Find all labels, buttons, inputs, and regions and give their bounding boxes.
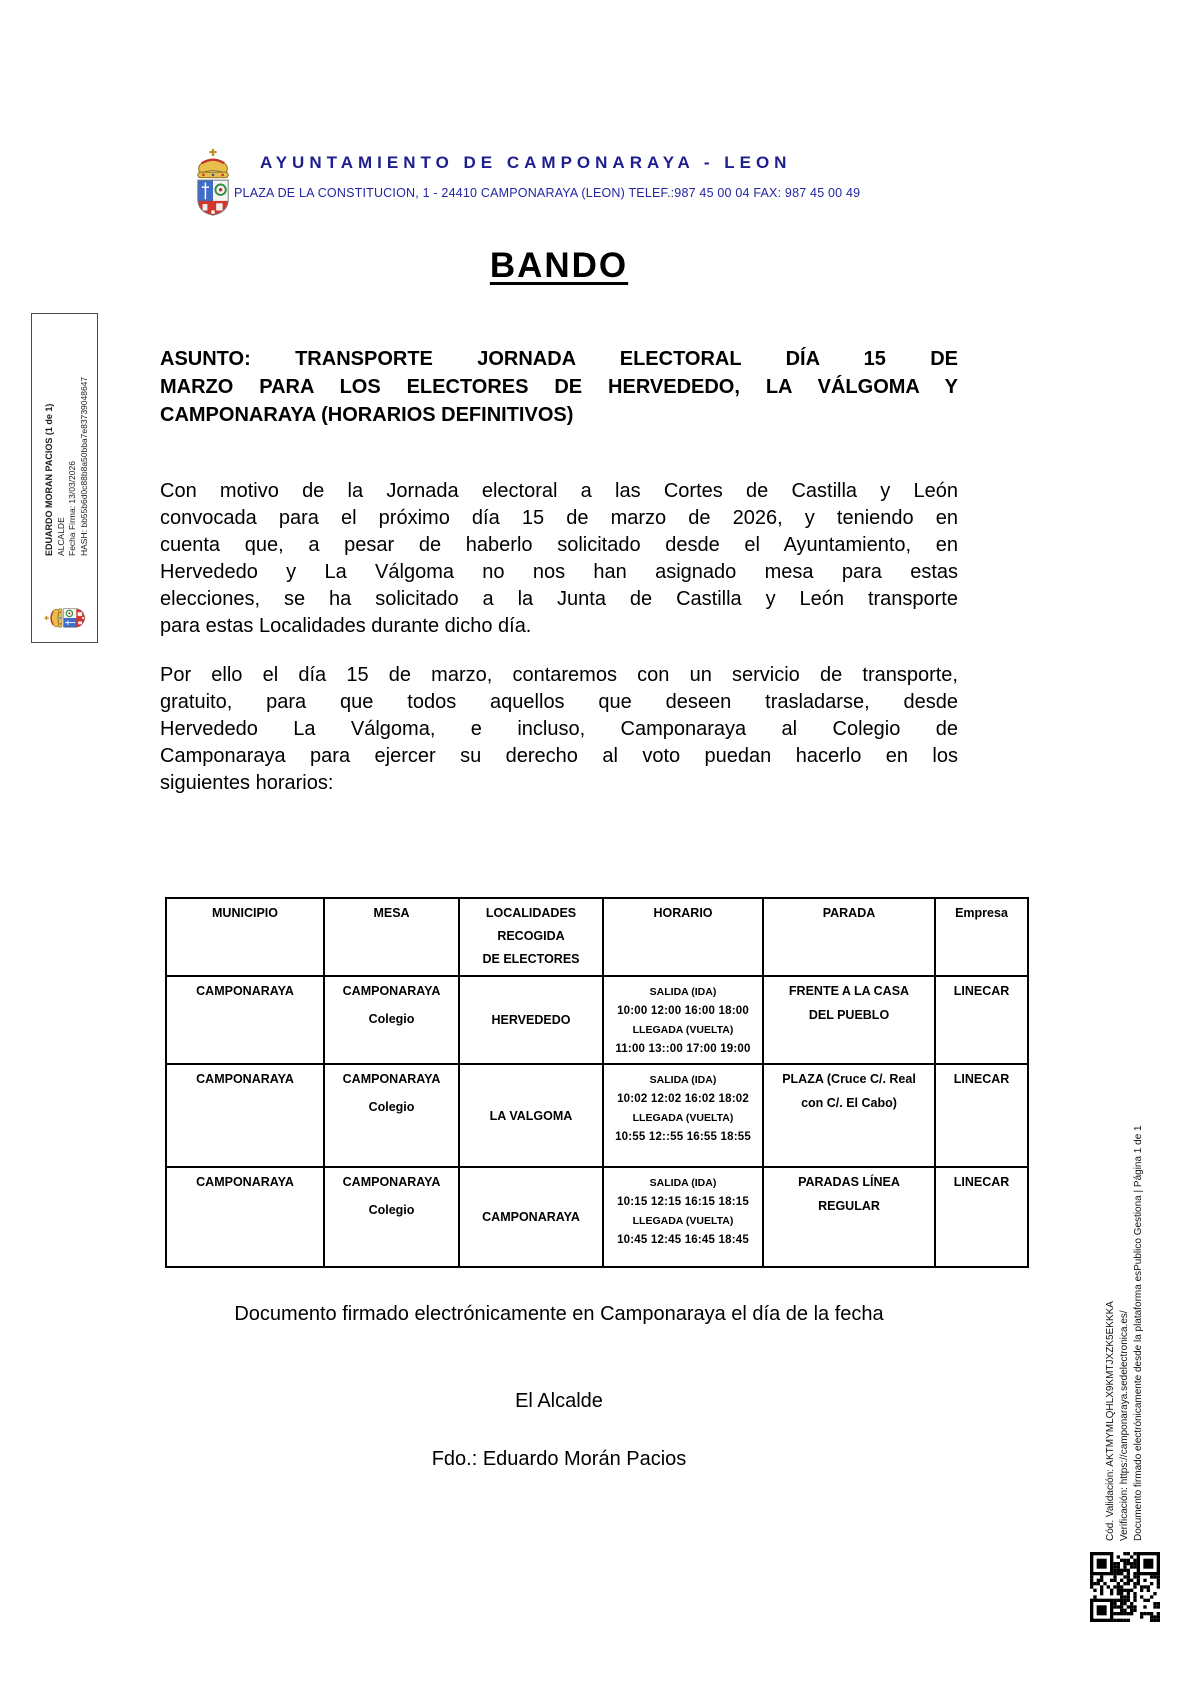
mesa-line: Colegio	[368, 1012, 415, 1026]
table-row	[166, 1064, 1028, 1167]
paragraph-line: convocada para el próximo día 15 de marzo de 2026, y teniendo en	[160, 507, 958, 529]
llegada-times: 11:00 13::00 17:00 19:00	[615, 1043, 751, 1055]
stamp-signer-role: ALCALDE	[55, 517, 66, 556]
paragraph-line: gratuito, para que todos aquellos que deseen trasladarse, desde	[160, 691, 958, 713]
mesa-line: CAMPONARAYA	[342, 984, 441, 998]
subject-line: ASUNTO: TRANSPORTE JORNADA ELECTORAL DÍA 15 DE	[160, 348, 958, 370]
cell-horario	[603, 1064, 763, 1167]
mesa-line: Colegio	[368, 1100, 415, 1114]
header-line: RECOGIDA	[497, 929, 565, 943]
parada-line: PARADAS LÍNEA	[798, 1175, 900, 1189]
parada-line: con C/. El Cabo)	[801, 1096, 897, 1110]
cell-empresa: LINECAR	[935, 1064, 1028, 1167]
header-line: DE ELECTORES	[482, 952, 580, 966]
table-header-row	[166, 898, 1028, 976]
cell-horario	[603, 1167, 763, 1267]
paragraph-line: Hervededo La Válgoma, e incluso, Camponaraya al Colegio de	[160, 718, 958, 740]
parada-line: REGULAR	[818, 1199, 880, 1213]
subject-heading	[160, 345, 958, 429]
cell-localidad: CAMPONARAYA	[459, 1167, 603, 1267]
cell-horario	[603, 976, 763, 1064]
paragraph-1	[160, 478, 958, 640]
salida-times: 10:15 12:15 16:15 18:15	[617, 1196, 749, 1208]
stamp-hash: HASH: bb55b6d0c88b8a50bba7e83739048647	[78, 376, 89, 556]
verification-url: Verificación: https://camponaraya.sedelectronica.es/	[1119, 1310, 1130, 1541]
col-header-municipio: MUNICIPIO	[166, 898, 324, 976]
stamp-coat-of-arms-icon	[49, 597, 81, 639]
salida-times: 10:02 12:02 16:02 18:02	[617, 1093, 749, 1105]
paragraph-line: elecciones, se ha solicitado a la Junta de Castilla y León transporte	[160, 588, 958, 610]
paragraph-line: siguientes horarios:	[160, 772, 334, 794]
cell-localidad: LA VALGOMA	[459, 1064, 603, 1167]
table-row	[166, 1167, 1028, 1267]
parada-line: PLAZA (Cruce C/. Real	[782, 1072, 916, 1086]
paragraph-line: Por ello el día 15 de marzo, contaremos con un servicio de transporte,	[160, 664, 958, 686]
signer-role: El Alcalde	[515, 1390, 603, 1412]
cell-mesa	[324, 1064, 459, 1167]
col-header-localidades	[459, 898, 603, 976]
document-title: BANDO	[489, 246, 629, 285]
cell-parada	[763, 1064, 935, 1167]
platform-note: Documento firmado electrónicamente desde la plataforma esPublico Gestiona | Página 1 de 1	[1133, 1125, 1144, 1541]
salida-label: SALIDA (IDA)	[649, 986, 717, 998]
col-header-mesa: MESA	[324, 898, 459, 976]
closing-statement: Documento firmado electrónicamente en Camponaraya el día de la fecha	[234, 1303, 884, 1325]
signature-stamp-text	[44, 310, 90, 556]
parada-line: DEL PUEBLO	[808, 1008, 890, 1022]
cell-parada	[763, 1167, 935, 1267]
llegada-label: LLEGADA (VUELTA)	[632, 1215, 734, 1227]
mesa-line: CAMPONARAYA	[342, 1072, 441, 1086]
salida-times: 10:00 12:00 16:00 18:00	[617, 1005, 749, 1017]
parada-line: FRENTE A LA CASA	[788, 984, 910, 998]
llegada-times: 10:55 12::55 16:55 18:55	[615, 1131, 751, 1143]
mesa-line: Colegio	[368, 1203, 415, 1217]
cell-mesa	[324, 976, 459, 1064]
subject-line: MARZO PARA LOS ELECTORES DE HERVEDEDO, LA VÁLGOMA Y	[160, 376, 958, 398]
cell-municipio: CAMPONARAYA	[166, 1167, 324, 1267]
cell-localidad: HERVEDEDO	[459, 976, 603, 1064]
paragraph-line: para estas Localidades durante dicho día.	[160, 615, 532, 637]
paragraph-line: Con motivo de la Jornada electoral a las Cortes de Castilla y León	[160, 480, 958, 502]
col-header-empresa: Empresa	[935, 898, 1028, 976]
paragraph-line: Hervededo y La Válgoma no nos han asignado mesa para estas	[160, 561, 958, 583]
stamp-sign-date: Fecha Firma: 13/03/2026	[67, 461, 77, 556]
llegada-label: LLEGADA (VUELTA)	[632, 1112, 734, 1124]
paragraph-line: Camponaraya para ejercer su derecho al voto puedan hacerlo en los	[160, 745, 958, 767]
paragraph-2	[160, 662, 958, 797]
cell-parada	[763, 976, 935, 1064]
mesa-line: CAMPONARAYA	[342, 1175, 441, 1189]
table-row	[166, 976, 1028, 1064]
cell-empresa: LINECAR	[935, 976, 1028, 1064]
llegada-label: LLEGADA (VUELTA)	[632, 1024, 734, 1036]
cell-empresa: LINECAR	[935, 1167, 1028, 1267]
cell-mesa	[324, 1167, 459, 1267]
municipality-title: AYUNTAMIENTO DE CAMPONARAYA - LEON	[260, 153, 792, 172]
signature-line: Fdo.: Eduardo Morán Pacios	[431, 1448, 687, 1470]
header-line: LOCALIDADES	[485, 906, 577, 920]
salida-label: SALIDA (IDA)	[649, 1074, 717, 1086]
cell-municipio: CAMPONARAYA	[166, 1064, 324, 1167]
stamp-signer-name: EDUARDO MORAN PACIOS (1 de 1)	[44, 403, 54, 556]
qr-code	[1090, 1552, 1160, 1622]
transport-schedule-table	[165, 897, 1029, 1268]
validation-margin-text	[1104, 1047, 1146, 1541]
col-header-parada: PARADA	[763, 898, 935, 976]
subject-line: CAMPONARAYA (HORARIOS DEFINITIVOS)	[160, 404, 574, 426]
municipality-address: PLAZA DE LA CONSTITUCION, 1 - 24410 CAMPONARAYA (LEON) TELEF.:987 45 00 04 FAX: 987 45 00 49	[234, 186, 861, 200]
validation-code: Cód. Validación: AKTMYMLQHLX9KMTJXZK5EKKKA	[1105, 1301, 1116, 1541]
paragraph-line: cuenta que, a pesar de haberlo solicitado desde el Ayuntamiento, en	[160, 534, 958, 556]
municipality-coat-of-arms-icon	[189, 148, 237, 222]
cell-municipio: CAMPONARAYA	[166, 976, 324, 1064]
col-header-horario: HORARIO	[603, 898, 763, 976]
salida-label: SALIDA (IDA)	[649, 1177, 717, 1189]
llegada-times: 10:45 12:45 16:45 18:45	[617, 1234, 749, 1246]
